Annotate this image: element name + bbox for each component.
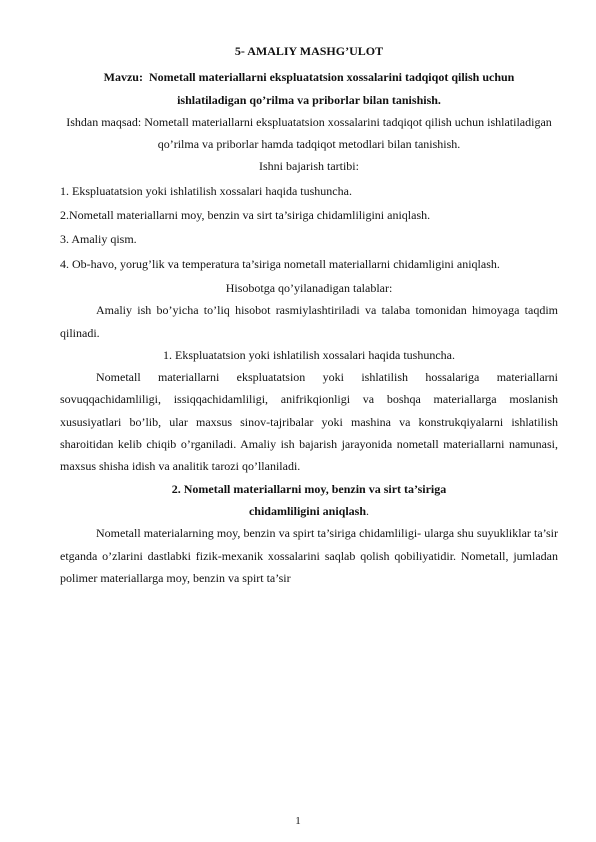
order-item-1: 1. Ekspluatatsion yoki ishlatilish xossalari haqida tushuncha.	[60, 183, 352, 198]
section2-paragraph: Nometall materialarning moy, benzin va spirt ta’siriga chidamliligi- ularga shu suyukliklar ta’sir etganda o’zlarini dastlabki fizik-mexanik xossalarini saqlab qolish qobiliyatidir. Nometall, jumladan polimer materiallarga moy, benzin va spirt ta’sir	[60, 526, 558, 585]
order-heading: Ishni bajarish tartibi:	[259, 159, 359, 174]
section2-heading-line1: 2. Nometall materiallarni moy, benzin va sirt ta’siriga	[171, 481, 447, 496]
section2-heading-text: chidamliligini aniqlash	[248, 503, 367, 518]
page-number: 1	[295, 815, 301, 827]
purpose-paragraph: Ishdan maqsad: Nometall materiallarni ekspluatatsion xossalarini tadqiqot qilish uchun ishlatiladigan qo’rilma va priborlar hamda tadqiqot metodlari bilan tanishish.	[66, 114, 552, 152]
report-paragraph: Amaliy ish bo’yicha to’liq hisobot rasmiylashtiriladi va talaba tomonidan himoyaga taqdim qilinadi.	[60, 303, 558, 340]
topic	[60, 66, 558, 111]
order-item-4: 4. Ob-havo, yorug’lik va temperatura ta’siriga nometall materiallarni chidamligini aniqlash.	[60, 256, 500, 271]
section2-heading-line2	[60, 500, 558, 522]
report-heading: Hisobotga qo’yilanadigan talablar:	[225, 280, 393, 295]
section1-heading: 1. Ekspluatatsion yoki ishlatilish xossalari haqida tushuncha.	[163, 347, 455, 362]
section1-paragraph: Nometall materiallarni ekspluatatsion yoki ishlatilish hossalariga materiallarni sovuqqachidamliligi, issiqqachidamliligi, anifrikqionligi va boshqa materiallarga moslanish xususiyatlari bo’lib, ular maxsus sinov-tajribalar yoki mashina va konstrukqiyalarni ishlatilish sharoitidan kelib chiqib o’rganiladi. Amaliy ish bajarish jarayonida nometall materiallarni namunasi, maxsus shisha idish va analitik tarozi qo’llaniladi.	[60, 370, 558, 474]
topic-text: Nometall materiallarni ekspluatatsion xossalarini tadqiqot qilish uchun ishlatiladigan qo’rilma va priborlar bilan tanishish.	[148, 70, 515, 107]
order-item-3: 3. Amaliy qism.	[60, 232, 137, 247]
page-title: 5- AMALIY MASHG’ULOT	[234, 44, 384, 58]
section2-heading-dot: .	[366, 503, 370, 518]
order-list	[60, 180, 558, 275]
order-item-2: 2.Nometall materiallarni moy, benzin va sirt ta’siriga chidamliligini aniqlash.	[60, 208, 431, 223]
topic-label: Mavzu:	[103, 70, 143, 85]
